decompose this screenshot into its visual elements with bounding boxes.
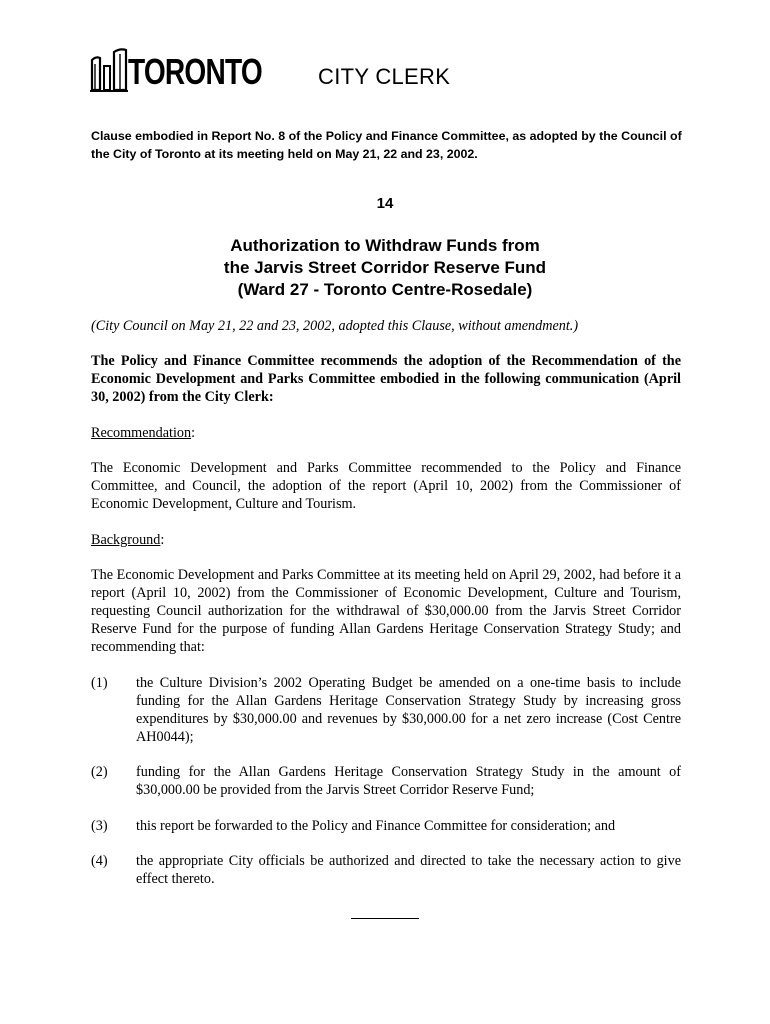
adoption-note: (City Council on May 21, 22 and 23, 2002, adopted this Clause, without amendment.) [91,318,579,334]
background-heading-label: Background [91,532,161,548]
department-title: CITY CLERK [318,64,451,89]
title-line: Authorization to Withdraw Funds from [230,236,540,255]
list-item-number: (2) [91,764,108,780]
background-heading: Background: [91,532,165,548]
list-item-text: the appropriate City officials be authorized and directed to take the necessary action to give effect thereto. [136,853,681,887]
recommendation-heading: Recommendation: [91,425,196,441]
clause-statement: Clause embodied in Report No. 8 of the Policy and Finance Committee, as adopted by the Council of the City of Toronto at its meeting held on May 21, 22 and 23, 2002. [91,129,682,161]
title-line: (Ward 27 - Toronto Centre-Rosedale) [237,280,533,299]
list-item-number: (1) [91,675,108,691]
logo-wordmark: TORONTO [128,51,262,92]
committee-recommendation: The Policy and Finance Committee recommends the adoption of the Recommendation of the Economic Development and Parks Committee embodied in the following communication (April 30, 2002) from the City Clerk: [91,353,681,405]
document-title [0,235,770,301]
recommendation-heading-label: Recommendation [91,425,192,441]
city-hall-icon [90,46,128,92]
list-item-text: funding for the Allan Gardens Heritage Conservation Strategy Study in the amount of $30,000.00 be provided from the Jarvis Street Corridor Reserve Fund; [136,764,681,798]
list-item-text: the Culture Division’s 2002 Operating Budget be amended on a one-time basis to include funding for the Allan Gardens Heritage Conservation Strategy Study by increasing gross expenditures by $30,000.00 and revenues by $30,000.00 for a net zero increase (Cost Centre AH0044); [136,675,681,745]
list-item-text: this report be forwarded to the Policy and Finance Committee for consideration; and [136,818,616,834]
background-text: The Economic Development and Parks Committee at its meeting held on April 29, 2002, had before it a report (April 10, 2002) from the Commissioner of Economic Development, Culture and Tourism, requesting Council authorization for the withdrawal of $30,000.00 from the Jarvis Street Corridor Reserve Fund for the purpose of funding Allan Gardens Heritage Conservation Strategy Study; and recommending that: [91,567,681,655]
title-line: the Jarvis Street Corridor Reserve Fund [223,258,547,277]
recommendation-text: The Economic Development and Parks Committee recommended to the Policy and Finance Committee, and Council, the adoption of the report (April 10, 2002) from the Commissioner of Economic Development, Culture and Tourism. [91,460,681,512]
list-item-number: (4) [91,853,108,869]
list-item-number: (3) [91,818,108,834]
toronto-logo [90,44,262,98]
end-divider [351,918,419,919]
item-number: 14 [376,195,394,212]
